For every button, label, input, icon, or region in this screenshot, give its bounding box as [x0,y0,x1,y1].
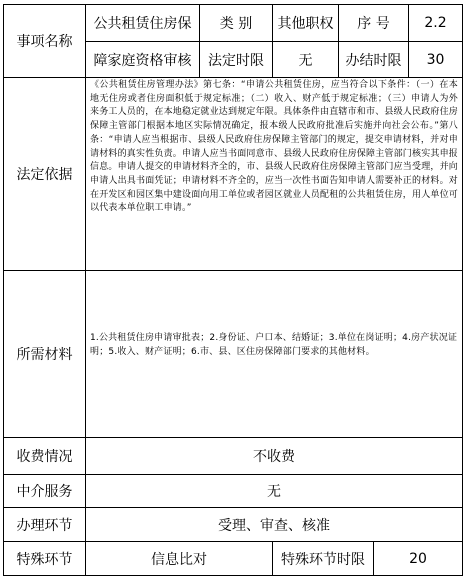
legal-time-label: 法定时限 [208,52,264,69]
completion-time-value: 30 [426,51,445,68]
intermediary-label: 中介服务 [16,484,73,500]
materials-text: 1.公共租赁住房申请审批表；2.身份证、户口本、结婚证；3.单位在岗证明；4.房产状况证明；5.收入、财产证明；6.市、县、区住房保障部门要求的其他材料。 [90,333,458,357]
item-name-line2: 障家庭资格审核 [93,52,192,69]
item-name-line1: 公共租赁住房保 [93,16,192,32]
item-name-label: 事项名称 [16,34,73,50]
completion-time-label: 办结时限 [345,52,402,69]
serial-label: 序 号 [357,16,390,32]
process-label: 办理环节 [16,517,73,534]
legal-basis-label: 法定依据 [16,167,73,183]
intermediary-value: 无 [267,484,281,500]
process-value: 受理、审查、核准 [218,517,330,534]
materials-label: 所需材料 [16,347,73,363]
special-time-value: 20 [409,550,427,567]
fee-value: 不收费 [253,449,295,465]
legal-basis-text: 《公共租赁住房管理办法》第七条：“申请公共租赁住房，应当符合以下条件：（一）在本地无住房或者住房面积低于规定标准；（二）收入、财产低于规定标准；（三）申请人为外来务工人员的，在本地稳定就业达到规定年限。具体条件由直辖市和市、县级人民政府住房保障主管部门根据本地区实际情况确定，报本级人民政府批准后实施并向社会公布。”第八条：“申请人应当根据市、县级人民政府住房保障主管部门的规定，提交申请材料，并对申请材料的真实性负责。申请人应当书面同意市、县级人民政府住房保障主管部门核实其申报信息。申请人提交的申请材料齐全的，市、县级人民政府住房保障主管部门应当受理，并向申请人出具书面凭证；申请材料不齐全的，应当一次性书面告知申请人需要补正的材料。对在开发区和园区集中建设面向用工单位或者园区就业人员配租的公共租赁住房，用人单位可以代表本单位职工申请。” [90,80,459,214]
legal-time-value: 无 [298,52,313,69]
serial-value: 2.2 [424,15,447,31]
special-label: 特殊环节 [16,551,73,568]
fee-label: 收费情况 [16,449,73,465]
category-value: 其他职权 [277,16,334,32]
special-time-label: 特殊环节时限 [281,551,365,568]
category-label: 类 别 [219,16,253,32]
special-value: 信息比对 [151,551,207,568]
